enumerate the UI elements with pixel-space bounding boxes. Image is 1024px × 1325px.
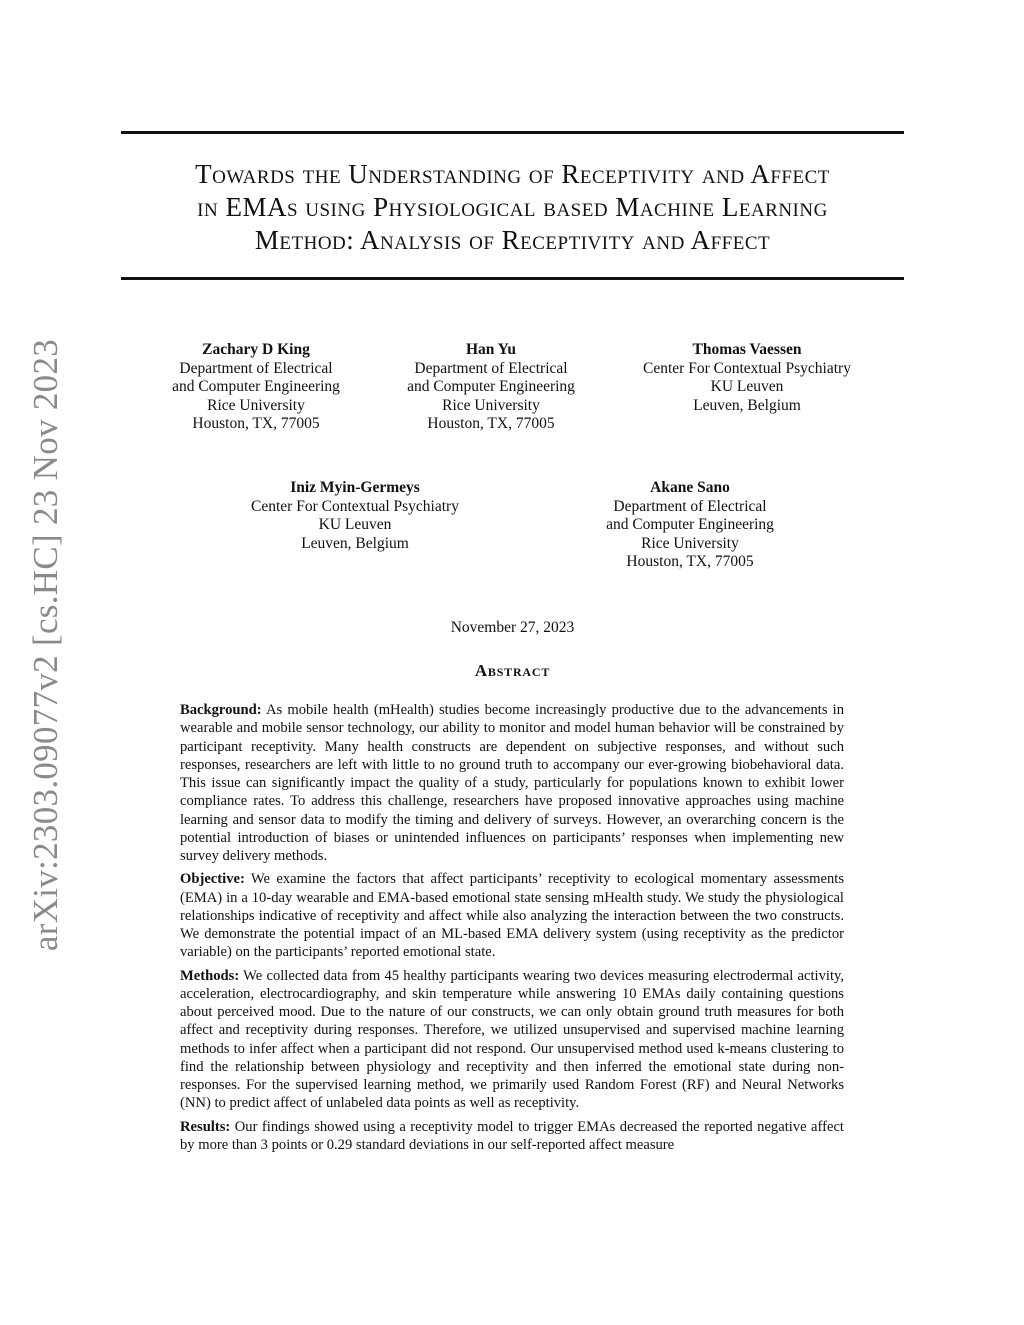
publication-date: November 27, 2023 xyxy=(450,619,575,636)
abstract-objective-paragraph xyxy=(180,870,844,961)
author-affiliation-line: Houston, TX, 77005 xyxy=(626,553,754,571)
author-block-myin-germeys xyxy=(234,479,476,553)
author-block-king xyxy=(150,341,362,434)
arxiv-identifier-stamp: arXiv:2303.09077v2 [cs.HC] 23 Nov 2023 xyxy=(26,338,65,952)
abstract-section-text: Our findings showed using a receptivity model to trigger EMAs decreased the reported negative affect by more than 3 points or 0.29 standard deviations in our self-reported affect measure xyxy=(180,1118,844,1153)
author-block-vaessen xyxy=(626,341,868,415)
abstract-section-label: Results: xyxy=(180,1118,231,1135)
author-affiliation-line: KU Leuven xyxy=(318,516,392,534)
abstract-body xyxy=(180,701,844,1159)
author-affiliation-line: Center For Contextual Psychiatry xyxy=(251,497,459,515)
author-affiliation-line: Houston, TX, 77005 xyxy=(192,415,320,433)
abstract-section-label: Background: xyxy=(180,702,262,718)
author-affiliation-line: Houston, TX, 77005 xyxy=(427,415,555,433)
author-name: Akane Sano xyxy=(650,479,730,496)
author-name: Han Yu xyxy=(465,341,517,358)
paper-title xyxy=(121,158,904,257)
author-affiliation-line: Rice University xyxy=(641,534,739,552)
title-bottom-rule xyxy=(121,277,904,280)
author-affiliation-line: Department of Electrical xyxy=(414,359,568,377)
title-line-3: Method: Analysis of Receptivity and Affect xyxy=(254,225,771,255)
abstract-section-text: We examine the factors that affect participants’ receptivity to ecological momentary assessments (EMA) in a 10-day wearable and EMA-based emotional state sensing mHealth study. We study the physiological relationships indicative of receptivity and affect while also analyzing the interaction between the two constructs. We demonstrate the potential impact of an ML-based EMA delivery system (using receptivity as the predictor variable) on the participants’ reported emotional state. xyxy=(180,871,845,961)
title-line-2: in EMAs using Physiological based Machine Learning xyxy=(197,192,828,222)
title-line-1: Towards the Understanding of Receptivity and Affect xyxy=(195,159,830,189)
abstract-methods-paragraph xyxy=(180,967,844,1113)
author-affiliation-line: KU Leuven xyxy=(710,378,784,396)
abstract-section-label: Methods: xyxy=(180,967,240,984)
author-affiliation-line: and Computer Engineering xyxy=(407,378,575,396)
author-name: Thomas Vaessen xyxy=(692,341,802,358)
author-affiliation-line: Leuven, Belgium xyxy=(693,396,801,414)
author-name: Iniz Myin-Germeys xyxy=(290,479,420,496)
abstract-section-text: We collected data from 45 healthy participants wearing two devices measuring electrodermal activity, acceleration, electrocardiography, and skin temperature while answering 10 EMAs daily containing questions about perceived mood. Due to the nature of our constructs, we can only obtain ground truth measures for both affect and receptivity during responses. Therefore, we utilized unsupervised and supervised machine learning methods to infer affect when a participant did not respond. Our unsupervised method used k-means clustering to find the relationship between physiology and receptivity and then inferred the emotional state during non-responses. For the supervised learning method, we primarily used Random Forest (RF) and Neural Networks (NN) to predict affect of unlabeled data points as well as receptivity. xyxy=(180,967,844,1112)
author-affiliation-line: Rice University xyxy=(442,396,540,414)
author-block-yu xyxy=(385,341,597,434)
author-affiliation-line: Center For Contextual Psychiatry xyxy=(643,359,851,377)
abstract-section-label: Objective: xyxy=(180,871,245,888)
author-affiliation-line: and Computer Engineering xyxy=(606,516,774,534)
author-affiliation-line: Department of Electrical xyxy=(613,497,767,515)
title-top-rule xyxy=(121,131,904,134)
author-affiliation-line: Rice University xyxy=(207,396,305,414)
abstract-background-paragraph xyxy=(180,701,844,865)
author-affiliation-line: Department of Electrical xyxy=(179,359,333,377)
author-block-sano xyxy=(584,479,796,572)
abstract-results-paragraph xyxy=(180,1118,844,1155)
abstract-section-text: As mobile health (mHealth) studies become increasingly productive due to the advancements in wearable and mobile sensor technology, our ability to monitor and model human behavior will be constrained by participant receptivity. Many health constructs are dependent on subjective responses, and without such responses, researchers are left with little to no ground truth to accompany our ever-growing biobehavioral data. This issue can significantly impact the quality of a study, particularly for populations known to exhibit lower compliance rates. To address this challenge, researchers have proposed innovative approaches using machine learning and sensor data to modify the timing and delivery of surveys. However, an overarching concern is the potential introduction of biases or unintended influences on participants’ responses when implementing new survey delivery methods. xyxy=(180,702,844,864)
author-affiliation-line: and Computer Engineering xyxy=(172,378,340,396)
abstract-heading: Abstract xyxy=(474,661,551,680)
author-affiliation-line: Leuven, Belgium xyxy=(301,534,409,552)
author-name: Zachary D King xyxy=(202,341,310,358)
